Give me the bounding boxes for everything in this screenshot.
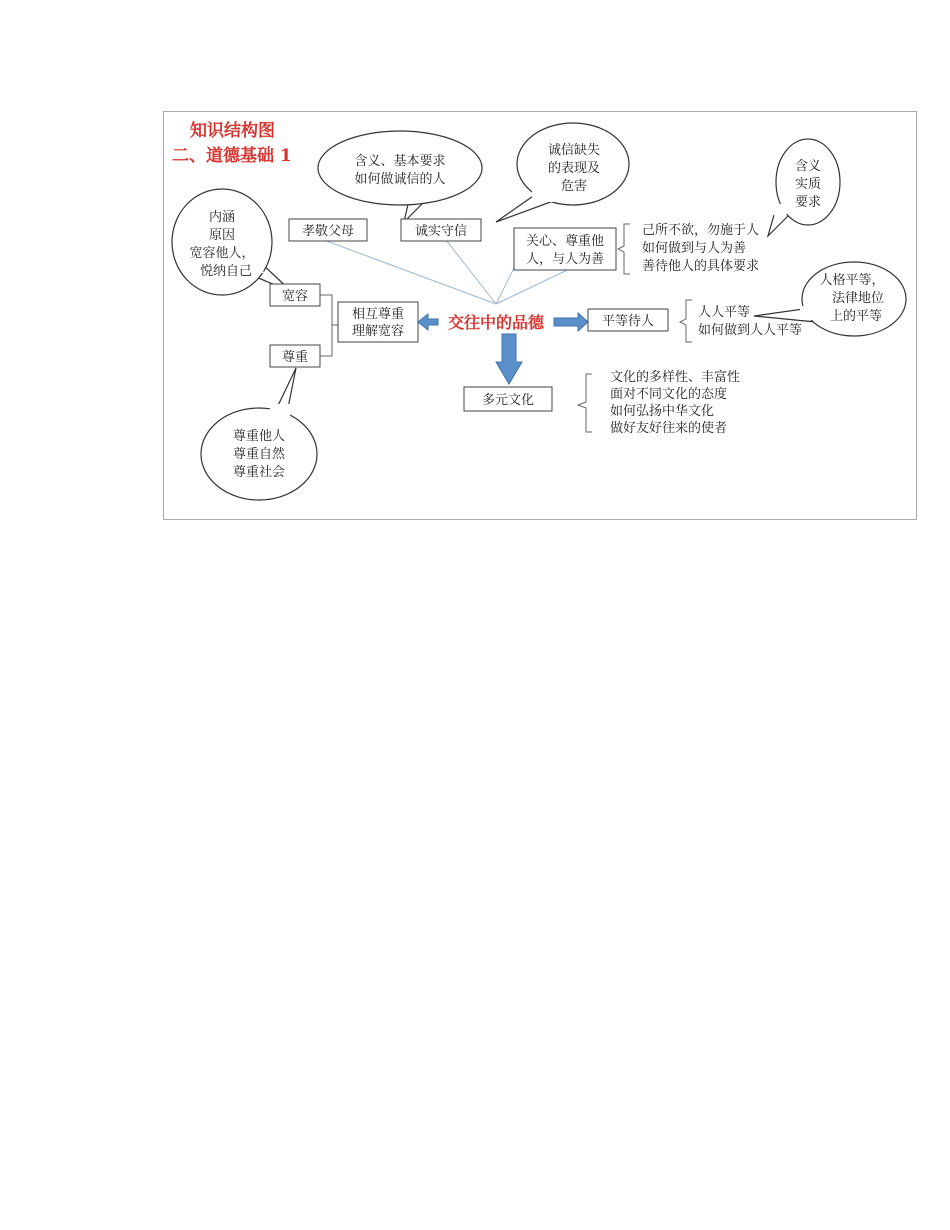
care-list-item-2: 如何做到与人为善 [642,241,747,256]
node-mutual-line-2: 理解宽容 [351,324,405,339]
bubble-tolerance [172,189,292,295]
bubble-respect-line-1: 尊重他人 [232,429,286,444]
bubble-respect-line-2: 尊重自然 [232,447,286,462]
bubble-personality-equal-line-3: 上的平等 [829,309,883,324]
bubble-honesty-meaning-line-2: 如何做诚信的人 [354,172,446,187]
node-equal [588,309,668,331]
arrow-right [554,313,588,331]
node-culture-label: 多元文化 [481,393,535,408]
culture-list-item-4: 做好友好往来的使者 [610,421,728,436]
node-care-line-2: 人，与人为善 [525,252,605,267]
culture-list-item-3: 如何弘扬中华文化 [610,404,715,419]
node-care-line-1: 关心、尊重他 [525,234,605,249]
bubble-tolerance-line-2: 原因 [208,228,236,243]
knowledge-structure-diagram [163,111,917,520]
care-list-item-1: 己所不欲，勿施于人 [642,223,760,238]
node-equal-label: 平等待人 [601,314,655,329]
bubble-golden-rule-line-3: 要求 [794,195,822,210]
bubble-honesty-loss [496,123,629,222]
bubble-tolerance-line-3: 宽容他人， [189,246,255,261]
bubble-golden-rule-line-2: 实质 [794,177,822,192]
culture-list-item-2: 面对不同文化的态度 [610,387,728,402]
node-care [514,228,616,270]
node-tolerance [270,284,320,306]
bubble-personality-equal-line-2: 法律地位 [831,291,885,306]
node-culture [464,387,552,411]
bubble-golden-rule [768,139,840,236]
node-mutual [338,302,418,342]
bubble-golden-rule-line-1: 含义 [794,159,822,174]
arrow-down [496,334,522,384]
equal-list-item-2: 如何做到人人平等 [698,323,803,338]
node-filial-label: 孝敬父母 [301,224,355,239]
arrow-left [418,314,438,330]
title-line-1: 知识结构图 [190,121,275,141]
title-line-2: 二、道德基础 1 [172,146,292,166]
node-filial [289,219,367,241]
center-topic: 交往中的品德 [447,313,545,332]
node-honesty-label: 诚实守信 [414,224,468,239]
equal-list-item-1: 人人平等 [698,305,751,320]
node-tolerance-label: 宽容 [281,289,309,304]
culture-list-item-1: 文化的多样性、丰富性 [610,370,741,385]
bubble-tolerance-line-1: 内涵 [208,210,236,225]
brace-care [618,224,630,274]
bubble-honesty-loss-line-1: 诚信缺失 [547,143,601,158]
node-mutual-line-1: 相互尊重 [351,307,405,322]
bubble-honesty-loss-line-2: 的表现及 [547,161,601,176]
brace-culture [578,374,592,432]
brace-equal [680,300,692,342]
bubble-honesty-loss-line-3: 危害 [560,179,588,194]
bubble-respect-line-3: 尊重社会 [232,465,286,480]
bubble-tolerance-line-4: 悦纳自己 [199,264,253,279]
diagram-canvas [164,112,916,519]
bubble-respect [201,368,317,500]
bubble-honesty-meaning [318,131,482,222]
care-list-item-3: 善待他人的具体要求 [642,259,760,274]
node-honesty [401,219,481,241]
bubble-honesty-meaning-line-1: 含义、基本要求 [354,154,446,169]
bubble-personality-equal-line-1: 人格平等， [819,273,885,288]
connector-filial [324,240,496,304]
node-respect-label: 尊重 [281,350,309,365]
node-respect [270,345,320,367]
brace-mutual [320,295,338,356]
